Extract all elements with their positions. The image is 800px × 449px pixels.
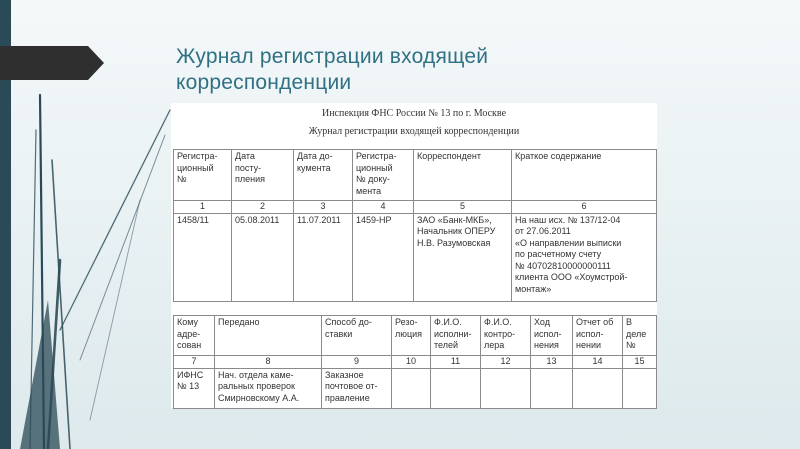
column-number: 5 [414,201,512,214]
table-row [174,213,657,301]
table-cell: На наш исх. № 137/12-04 от 27.06.2011 «О направлении выписки по расчетному счету № 40702810000000111 клиента ООО «Хоумстрой- монтаж» [512,213,657,301]
document-image [171,103,657,408]
table-cell [392,368,431,408]
header-cell: Ход испол- нения [531,316,573,356]
header-cell: Ф.И.О. исполни- телей [431,316,481,356]
column-number: 14 [573,356,623,369]
header-cell: Кому адре- сован [174,316,215,356]
column-number-row [174,201,657,214]
header-cell: Ф.И.О. контро- лера [481,316,531,356]
title-arrow-band [0,46,104,80]
slide-title-line1: Журнал регистрации входящей [176,45,489,68]
header-cell: Краткое содержание [512,150,657,201]
column-number-row [174,356,657,369]
column-number: 9 [322,356,392,369]
registration-table-part2 [173,315,657,409]
column-number: 15 [623,356,657,369]
header-cell: Дата посту- пления [232,150,294,201]
table-cell [531,368,573,408]
table-cell: ИФНС № 13 [174,368,215,408]
table-cell: 1458/11 [174,213,232,301]
registration-table-part1 [173,149,657,302]
table-cell [431,368,481,408]
column-number: 8 [215,356,322,369]
header-cell: Передано [215,316,322,356]
header-cell: Регистра- ционный № доку- мента [353,150,414,201]
table-header-row [174,316,657,356]
table-cell [481,368,531,408]
column-number: 3 [294,201,353,214]
organization-name: Инспекция ФНС России № 13 по г. Москве [321,108,507,119]
column-number: 11 [431,356,481,369]
header-cell: Способ до- ставки [322,316,392,356]
column-number: 4 [353,201,414,214]
table-cell [623,368,657,408]
journal-title: Журнал регистрации входящей корреспонденции [308,126,520,137]
column-number: 2 [232,201,294,214]
column-number: 1 [174,201,232,214]
table-cell: 1459-НР [353,213,414,301]
table-cell: ЗАО «Банк-МКБ», Начальник ОПЕРУ Н.В. Разумовская [414,213,512,301]
column-number: 13 [531,356,573,369]
table-row [174,368,657,408]
header-cell: Дата до- кумента [294,150,353,201]
column-number: 10 [392,356,431,369]
header-cell: Резо- люция [392,316,431,356]
table-cell: 11.07.2011 [294,213,353,301]
table-cell: 05.08.2011 [232,213,294,301]
header-cell: Корреспондент [414,150,512,201]
header-cell: В деле № [623,316,657,356]
table-header-row [174,150,657,201]
table-cell [573,368,623,408]
slide-title-line2: корреспонденции [176,71,352,94]
column-number: 7 [174,356,215,369]
table-cell: Нач. отдела каме- ральных проверок Смирновскому А.А. [215,368,322,408]
column-number: 6 [512,201,657,214]
slide-title [176,44,596,96]
header-cell: Отчет об испол- нении [573,316,623,356]
table-cell: Заказное почтовое от- правление [322,368,392,408]
column-number: 12 [481,356,531,369]
header-cell: Регистра- ционный № [174,150,232,201]
